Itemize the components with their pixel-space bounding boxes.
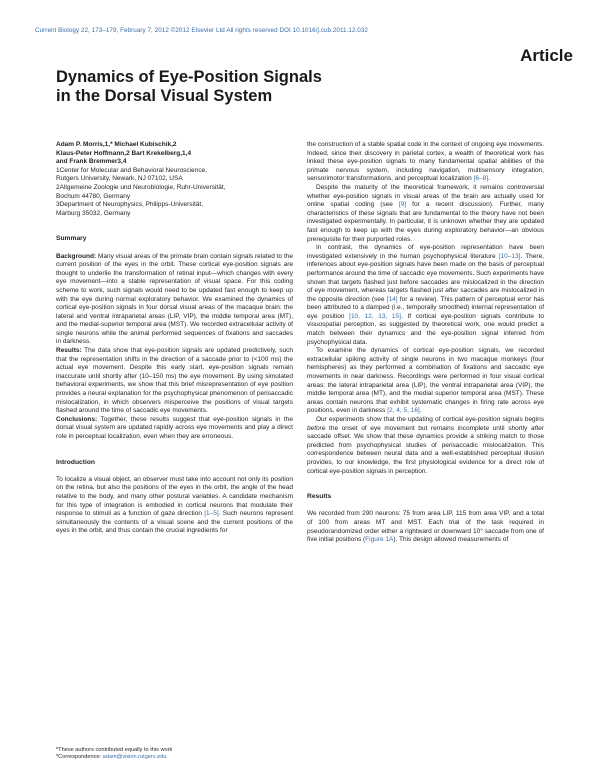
paragraph: Despite the maturity of the theoretical framework, it remains controversial whether eye-position signals in visual areas of the brain are actually used for online spatial coding (see [9] for a recent discussion). Further, many characteristics of these signals that are fundamental to the theory have not been investigated experimentally. In particular, it is unknown whether they are updated fast enough to keep up with the eyes during exploratory behavior—an obvious prerequisite for their purported roles. (307, 183, 544, 243)
paragraph: the construction of a stable spatial code in the context of ongoing eye movements. Indeed, since their discovery in parietal cortex, a wealth of theoretical work has linked these eye-position signals to many fundamental spatial abilities of the primate nervous system, including navigation, multisensory integration, sensorimotor transformations, and perceptual localization [6–8]. (307, 141, 544, 183)
paragraph: Our experiments show that the updating of cortical eye-position signals begins before the onset of eye movement but remains incomplete until shortly after saccade offset. We show that these dynamics provide a striking match to those predicted from psychophysical studies of perisaccadic mislocalization. This correspondence between neural data and a well-established perceptual illusion provides, to our knowledge, the first physiological evidence for a direct role of cortical eye-position signals in perception. (307, 416, 544, 475)
left-column (56, 141, 293, 536)
affiliation-line: 3Department of Neurophysics, Philipps-Universität, (56, 201, 204, 209)
results-body (307, 510, 544, 544)
reference-link[interactable]: [9] (398, 201, 407, 209)
summary-background: Background: Many visual areas of the primate brain contain signals related to the current position of the eyes in the orbit. These cortical eye-position signals are thought to underlie the transformation of retinal input—which changes with every eye movement—into a stable representation of visual space. For this coding scheme to work, such signals would need to be updated fast enough to keep up with the eye during normal exploratory behavior. We examined the dynamics of cortical eye-position signals in four dorsal visual areas of the macaque brain: the lateral and ventral intraparietal areas (LIP, VIP), the middle temporal area (MT), and the medial-superior temporal area (MST). We recorded extracellular activity of single neurons while the animal performed sequences of fixations and saccades in darkness. (56, 252, 293, 346)
correspondence-email-link[interactable]: adam@vision.rutgers.edu (102, 754, 167, 761)
introduction-body (56, 476, 293, 536)
author-line: Klaus-Peter Hoffmann,2 Bart Krekelberg,1,4 (56, 149, 192, 157)
author-line: Adam P. Morris,1,* Michael Kubischik,2 (56, 141, 177, 148)
affiliation-line: 2Allgemeine Zoologie und Neurobiologie, Ruhr-Universität, (56, 183, 226, 191)
reference-link[interactable]: [14] (386, 295, 398, 303)
introduction-heading: Introduction (56, 458, 96, 466)
author-line: and Frank Bremmer3,4 (56, 158, 127, 166)
title-line-2: in the Dorsal Visual System (56, 87, 273, 105)
right-column-body (307, 141, 544, 476)
paragraph: In contrast, the dynamics of eye-position representation have been investigated extensively in the human psychophysical literature [10–13]. There, inferences about eye-position signals have been made on the basis of perceptual performance around the time of saccadic eye movements. Such experiments have shown that targets flashed just before saccades are mislocalized in the direction of eye movement, whereas targets flashed just after saccades are mislocalized in the opposite direction (see [14] for a review). This pattern of perceptual error has been attributed to a damped (i.e., temporally smoothed) internal representation of eye position [10, 12, 13, 15]. If cortical eye-position signals contribute to visuospatial perception, as suggested by theoretical work, one would predict a match between their dynamics and the eye-position signal inferred from psychophysical data. (307, 244, 545, 346)
author-list (56, 141, 293, 167)
article-type-label: Article (520, 46, 573, 65)
paragraph: We recorded from 290 neurons: 75 from area LIP, 115 from area VIP, and a total of 100 from areas MT and MST. Each trial of the task required in pseudorandomized order either a rightward or downward 10° saccade from one of five initial positions (Figure 1A). This design allowed measurements of (307, 510, 544, 544)
results-heading: Results (307, 493, 332, 501)
affiliations (56, 167, 293, 219)
introduction-paragraph: To localize a visual object, an observer must take into account not only its position on the retina, but also the positions of the eyes in the orbit, the angle of the head relative to the body, and many other postural variables. A candidate mechanism for this type of integration is embodied in cortical neurons that modulate their response to stimuli as a function of gaze direction [1–5]. Such neurons represent simultaneously the contents of a visual scene and the current positions of the eyes in the orbit, and thus contain the crucial ingredients for (56, 475, 294, 535)
affiliation-line: 1Center for Molecular and Behavioral Neuroscience, (56, 166, 208, 174)
summary-body (56, 253, 293, 442)
equal-contribution-note: *These authors contributed equally to this work (56, 747, 173, 753)
correspondence-note: *Correspondence: adam@vision.rutgers.edu (56, 754, 167, 761)
journal-citation: Current Biology 22, 173–179, February 7, 2012 ©2012 Elsevier Ltd All rights reserved DOI 10.1016/j.cub.2011.12.032 (35, 27, 368, 34)
summary-conclusions: Conclusions: Together, these results suggest that eye-position signals in the dorsal visual system are updated rapidly across eye movements and play a direct role in perceptual localization, even when they are erroneous. (56, 415, 293, 440)
reference-link[interactable]: [10, 12, 13, 15] (349, 312, 401, 320)
summary-results: Results: The data show that eye-position signals are updated predictively, such that the representation shifts in the direction of a saccade prior to (<100 ms) the actual eye movement. Despite this early start, eye-position signals remain inaccurate until shortly after (10–150 ms) the eye movement. By using simulated behavioral experiments, we show that this brief misrepresentation of eye position provides a neural explanation for the psychophysical phenomenon of perisaccadic mislocalization, in which observers misperceive the positions of visual targets flashed around the time of saccadic eye movements. (56, 347, 293, 415)
figure-link[interactable]: Figure 1A (365, 536, 394, 544)
summary-heading: Summary (56, 235, 87, 243)
affiliation-line: Marburg 35032, Germany (56, 209, 131, 217)
footnotes (56, 747, 293, 762)
title-line-1: Dynamics of Eye-Position Signals (56, 68, 322, 86)
right-column (307, 141, 544, 545)
article-title (56, 68, 476, 106)
reference-link[interactable]: [6–8] (473, 175, 489, 183)
paragraph: To examine the dynamics of cortical eye-position signals, we recorded extracellular spiking activity of single neurons in two macaque monkeys (four hemispheres) as they performed a combination of fixations and saccadic eye movements in near darkness. Recordings were performed in four visual cortical areas: the lateral intraparietal area (LIP), the ventral intraparietal area (VIP), the middle temporal area (MT), and the medial superior temporal area (MST). These areas contain neurons that exhibit systematic changes in firing rate across eye positions, even in darkness [2, 4, 5, 16]. (307, 347, 544, 415)
affiliation-line: Rutgers University, Newark, NJ 07102, USA (56, 175, 183, 183)
reference-link[interactable]: [1–5] (204, 510, 219, 518)
reference-link[interactable]: [10–13] (498, 252, 521, 260)
affiliation-line: Bochum 44780, Germany (56, 192, 131, 200)
reference-link[interactable]: [2, 4, 5, 16] (387, 407, 420, 415)
